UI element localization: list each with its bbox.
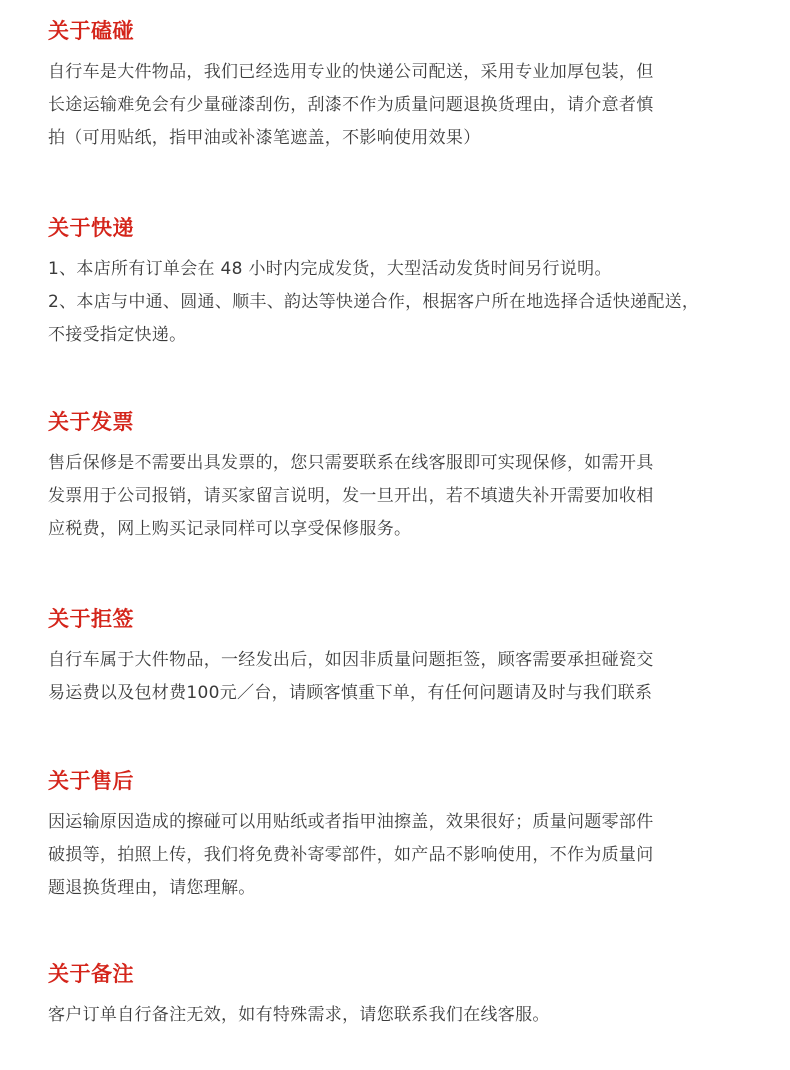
section-title: 关于售后 (48, 769, 134, 793)
section-body (48, 56, 764, 155)
section-invoice (48, 409, 764, 546)
section-title: 关于备注 (48, 962, 134, 986)
body-line: 自行车是大件物品，我们已经选用专业的快递公司配送，采用专业加厚包装，但 (48, 62, 654, 82)
body-line: 1、本店所有订单会在 48 小时内完成发货，大型活动发货时间另行说明。 (48, 259, 612, 279)
section-body (48, 644, 764, 710)
section-title: 关于拒签 (48, 607, 134, 631)
body-line: 2、本店与中通、圆通、顺丰、韵达等快递合作，根据客户所在地选择合适快递配送， (48, 292, 700, 312)
section-refusal (48, 606, 764, 710)
section-delivery (48, 215, 764, 352)
section-body (48, 253, 764, 352)
body-line: 题退换货理由，请您理解。 (48, 878, 256, 898)
section-title: 关于快递 (48, 216, 134, 240)
section-body (48, 806, 764, 905)
section-body (48, 447, 764, 546)
body-line: 不接受指定快递。 (48, 325, 187, 345)
body-line: 应税费，网上购买记录同样可以享受保修服务。 (48, 519, 412, 539)
body-line: 拍（可用贴纸，指甲油或补漆笔遮盖，不影响使用效果） (48, 128, 481, 148)
section-body (48, 999, 764, 1032)
body-line: 发票用于公司报销，请买家留言说明，发一旦开出，若不填遗失补开需要加收相 (48, 486, 654, 506)
section-after-sales (48, 768, 764, 905)
section-remarks (48, 961, 764, 1032)
body-line: 自行车属于大件物品，一经发出后，如因非质量问题拒签，顾客需要承担碰瓷交 (48, 650, 654, 670)
section-title: 关于发票 (48, 410, 134, 434)
section-title: 关于磕碰 (48, 19, 134, 43)
body-line: 因运输原因造成的擦碰可以用贴纸或者指甲油擦盖，效果很好；质量问题零部件 (48, 812, 654, 832)
body-line: 长途运输难免会有少量碰漆刮伤，刮漆不作为质量问题退换货理由，请介意者慎 (48, 95, 654, 115)
section-collision (48, 18, 764, 155)
body-line: 客户订单自行备注无效，如有特殊需求，请您联系我们在线客服。 (48, 1005, 550, 1025)
body-line: 易运费以及包材费100元／台，请顾客慎重下单，有任何问题请及时与我们联系 (48, 683, 653, 703)
body-line: 售后保修是不需要出具发票的，您只需要联系在线客服即可实现保修，如需开具 (48, 453, 654, 473)
body-line: 破损等，拍照上传，我们将免费补寄零部件，如产品不影响使用，不作为质量问 (48, 845, 654, 865)
